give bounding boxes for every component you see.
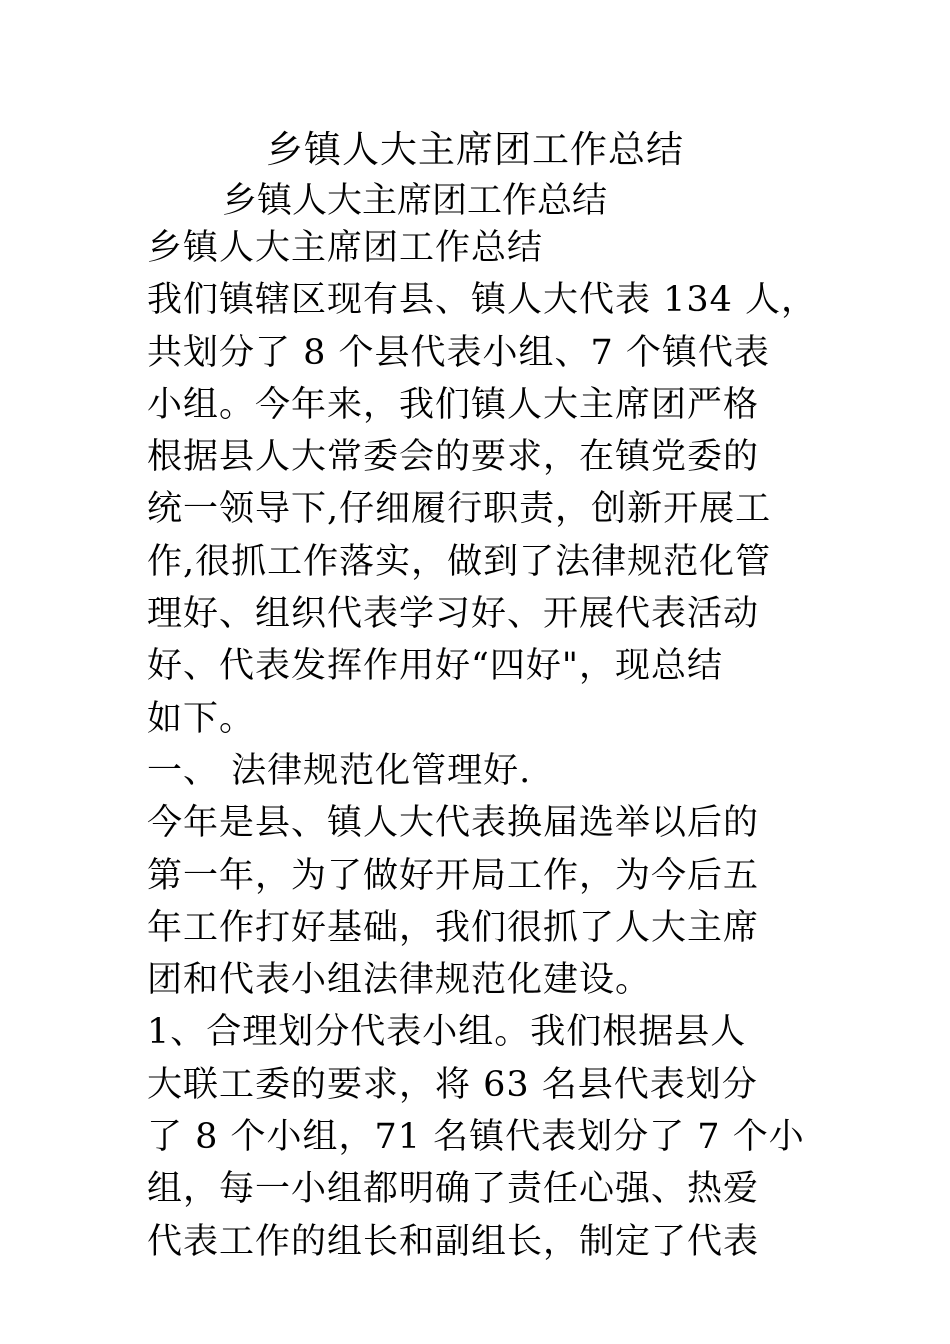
text-line: 团和代表小组法律规范化建设。 bbox=[147, 960, 652, 1001]
text-line: 共划分了 8 个县代表小组、7 个镇代表 bbox=[147, 332, 770, 373]
document-title: 乡镇人大主席团工作总结 bbox=[266, 128, 684, 171]
paragraph bbox=[147, 797, 837, 1006]
text-line: 大联工委的要求，将 63 名县代表划分 bbox=[147, 1064, 758, 1105]
text-line: 第一年，为了做好开局工作，为今后五 bbox=[147, 855, 760, 896]
document-body bbox=[147, 222, 837, 1268]
text-line: 年工作打好基础，我们很抓了人大主席 bbox=[147, 907, 760, 948]
text-line: 1、合理划分代表小组。我们根据县人 bbox=[147, 1012, 747, 1053]
heading-line bbox=[147, 222, 837, 274]
text-line: 理好、组织代表学习好、开展代表活动 bbox=[147, 594, 760, 635]
text-line: 今年是县、镇人大代表换届选举以后的 bbox=[147, 803, 760, 844]
paragraph bbox=[147, 1006, 837, 1267]
text-line: 根据县人大常委会的要求，在镇党委的 bbox=[147, 437, 760, 478]
text-line: 了 8 个小组，71 名镇代表划分了 7 个小 bbox=[147, 1117, 805, 1158]
paragraph bbox=[147, 274, 837, 745]
text-line: 如下。 bbox=[147, 698, 256, 739]
text-line: 代表工作的组长和副组长，制定了代表 bbox=[147, 1221, 760, 1262]
text-line: 一、 法律规范化管理好. bbox=[147, 750, 532, 791]
document-subtitle: 乡镇人大主席团工作总结 bbox=[222, 181, 608, 221]
text-line: 作,很抓工作落实，做到了法律规范化管 bbox=[147, 541, 772, 582]
text-line: 乡镇人大主席团工作总结 bbox=[147, 228, 544, 268]
text-line: 统一领导下,仔细履行职责，创新开展工 bbox=[147, 489, 772, 530]
text-line: 好、代表发挥作用好“四好"，现总结 bbox=[147, 646, 723, 687]
text-line: 组，每一小组都明确了责任心强、热爱 bbox=[147, 1169, 760, 1210]
paragraph-list bbox=[147, 274, 837, 1268]
text-line: 小组。今年来，我们镇人大主席团严格 bbox=[147, 384, 760, 425]
text-line: 我们镇辖区现有县、镇人大代表 134 人， bbox=[147, 280, 818, 321]
paragraph bbox=[147, 745, 837, 797]
